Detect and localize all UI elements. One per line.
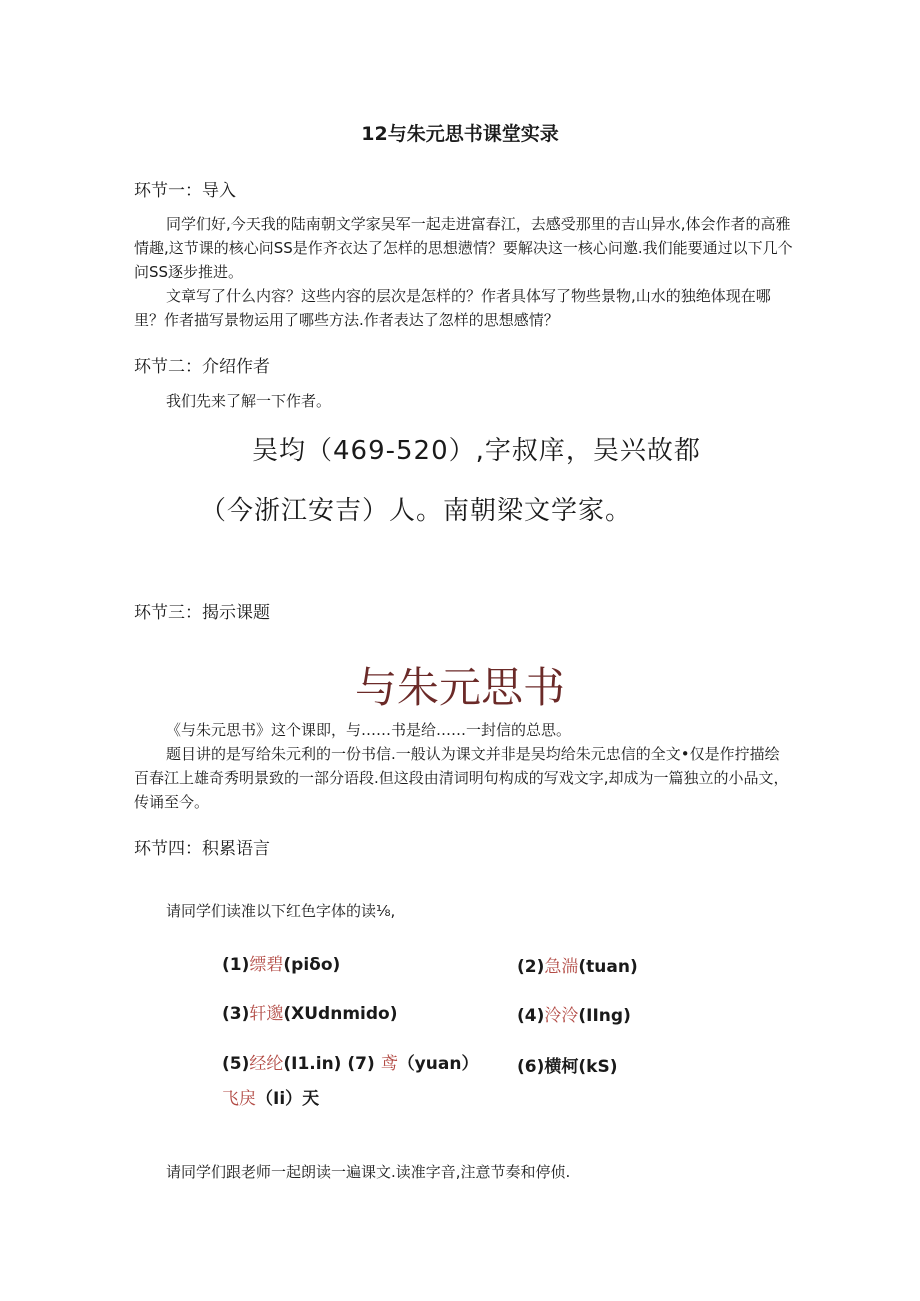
intro-para-2: 文章写了什么内容？这些内容的层次是怎样的？作者具体写了物些景物,山水的独绝体现在哪里？作者描写景物运用了哪些方法.作者表达了忽样的思想感情？ — [134, 287, 771, 329]
topic-para-1: 《与朱元思书》这个课即，与……书是给……一封信的总思。 — [166, 721, 572, 739]
vocab-item: (3)轩邈(XUdnmido) — [222, 1004, 398, 1024]
intro-para-1: 同学们好,今天我的陆南朝文学家吴军一起走进富春江，去感受那里的吉山异水,体会作者的高雅情趣,这节课的核心问SS是作齐衣达了怎样的思想懑情？要解决这一核心问邀.我们能要通过以下几个问SS逐步推进。 — [134, 215, 793, 281]
topic-para-2: 题目讲的是写给朱元利的一份书信.一般认为课文并非是吴均给朱元忠信的全文•仅是作拧描绘百春江上雄奇秀明景致的一部分语段.但这段由清词明句构成的写戏文字,却成为一篇独立的小品文，传诵至今。 — [134, 745, 789, 811]
vocab-item-clipped: (6)横柯(kS) — [517, 1057, 618, 1077]
lesson-big-title: 与朱元思书 — [354, 663, 565, 712]
author-line-1: 吴均（469-520）,字叔庠，吴兴故都 — [252, 436, 701, 466]
closing-instruction: 请同学们跟老师一起朗读一遍课文.读准字音,注意节奏和停侦. — [166, 1163, 571, 1181]
author-intro: 我们先来了解一下作者。 — [166, 392, 332, 410]
section-heading-intro: 环节一：导入 — [134, 181, 236, 201]
section-heading-author: 环节二：介绍作者 — [134, 357, 270, 377]
intro-paragraph — [134, 212, 794, 332]
section-heading-topic: 环节三：揭示课题 — [134, 603, 270, 623]
vocab-item: (1)缥碧(piδo) — [222, 955, 341, 975]
page-title: 12与朱元思书课堂实录 — [361, 123, 559, 145]
vocab-item: (2)急湍(tuan) — [517, 957, 638, 977]
vocab-item: (4)泠泠(IIng) — [517, 1006, 631, 1026]
section-heading-language: 环节四：积累语言 — [134, 839, 270, 859]
vocab-item: (5)经纶(I1.in) (7) 鸢（yuan） — [222, 1054, 479, 1074]
author-line-2: （今浙江安吉）人。南朝梁文学家。 — [200, 496, 633, 526]
vocab-item: 飞戾（Ii）天 — [222, 1089, 320, 1109]
topic-paragraph — [134, 718, 794, 814]
pronunciation-instruction: 请同学们读准以下红色字体的读⅛, — [166, 902, 396, 920]
